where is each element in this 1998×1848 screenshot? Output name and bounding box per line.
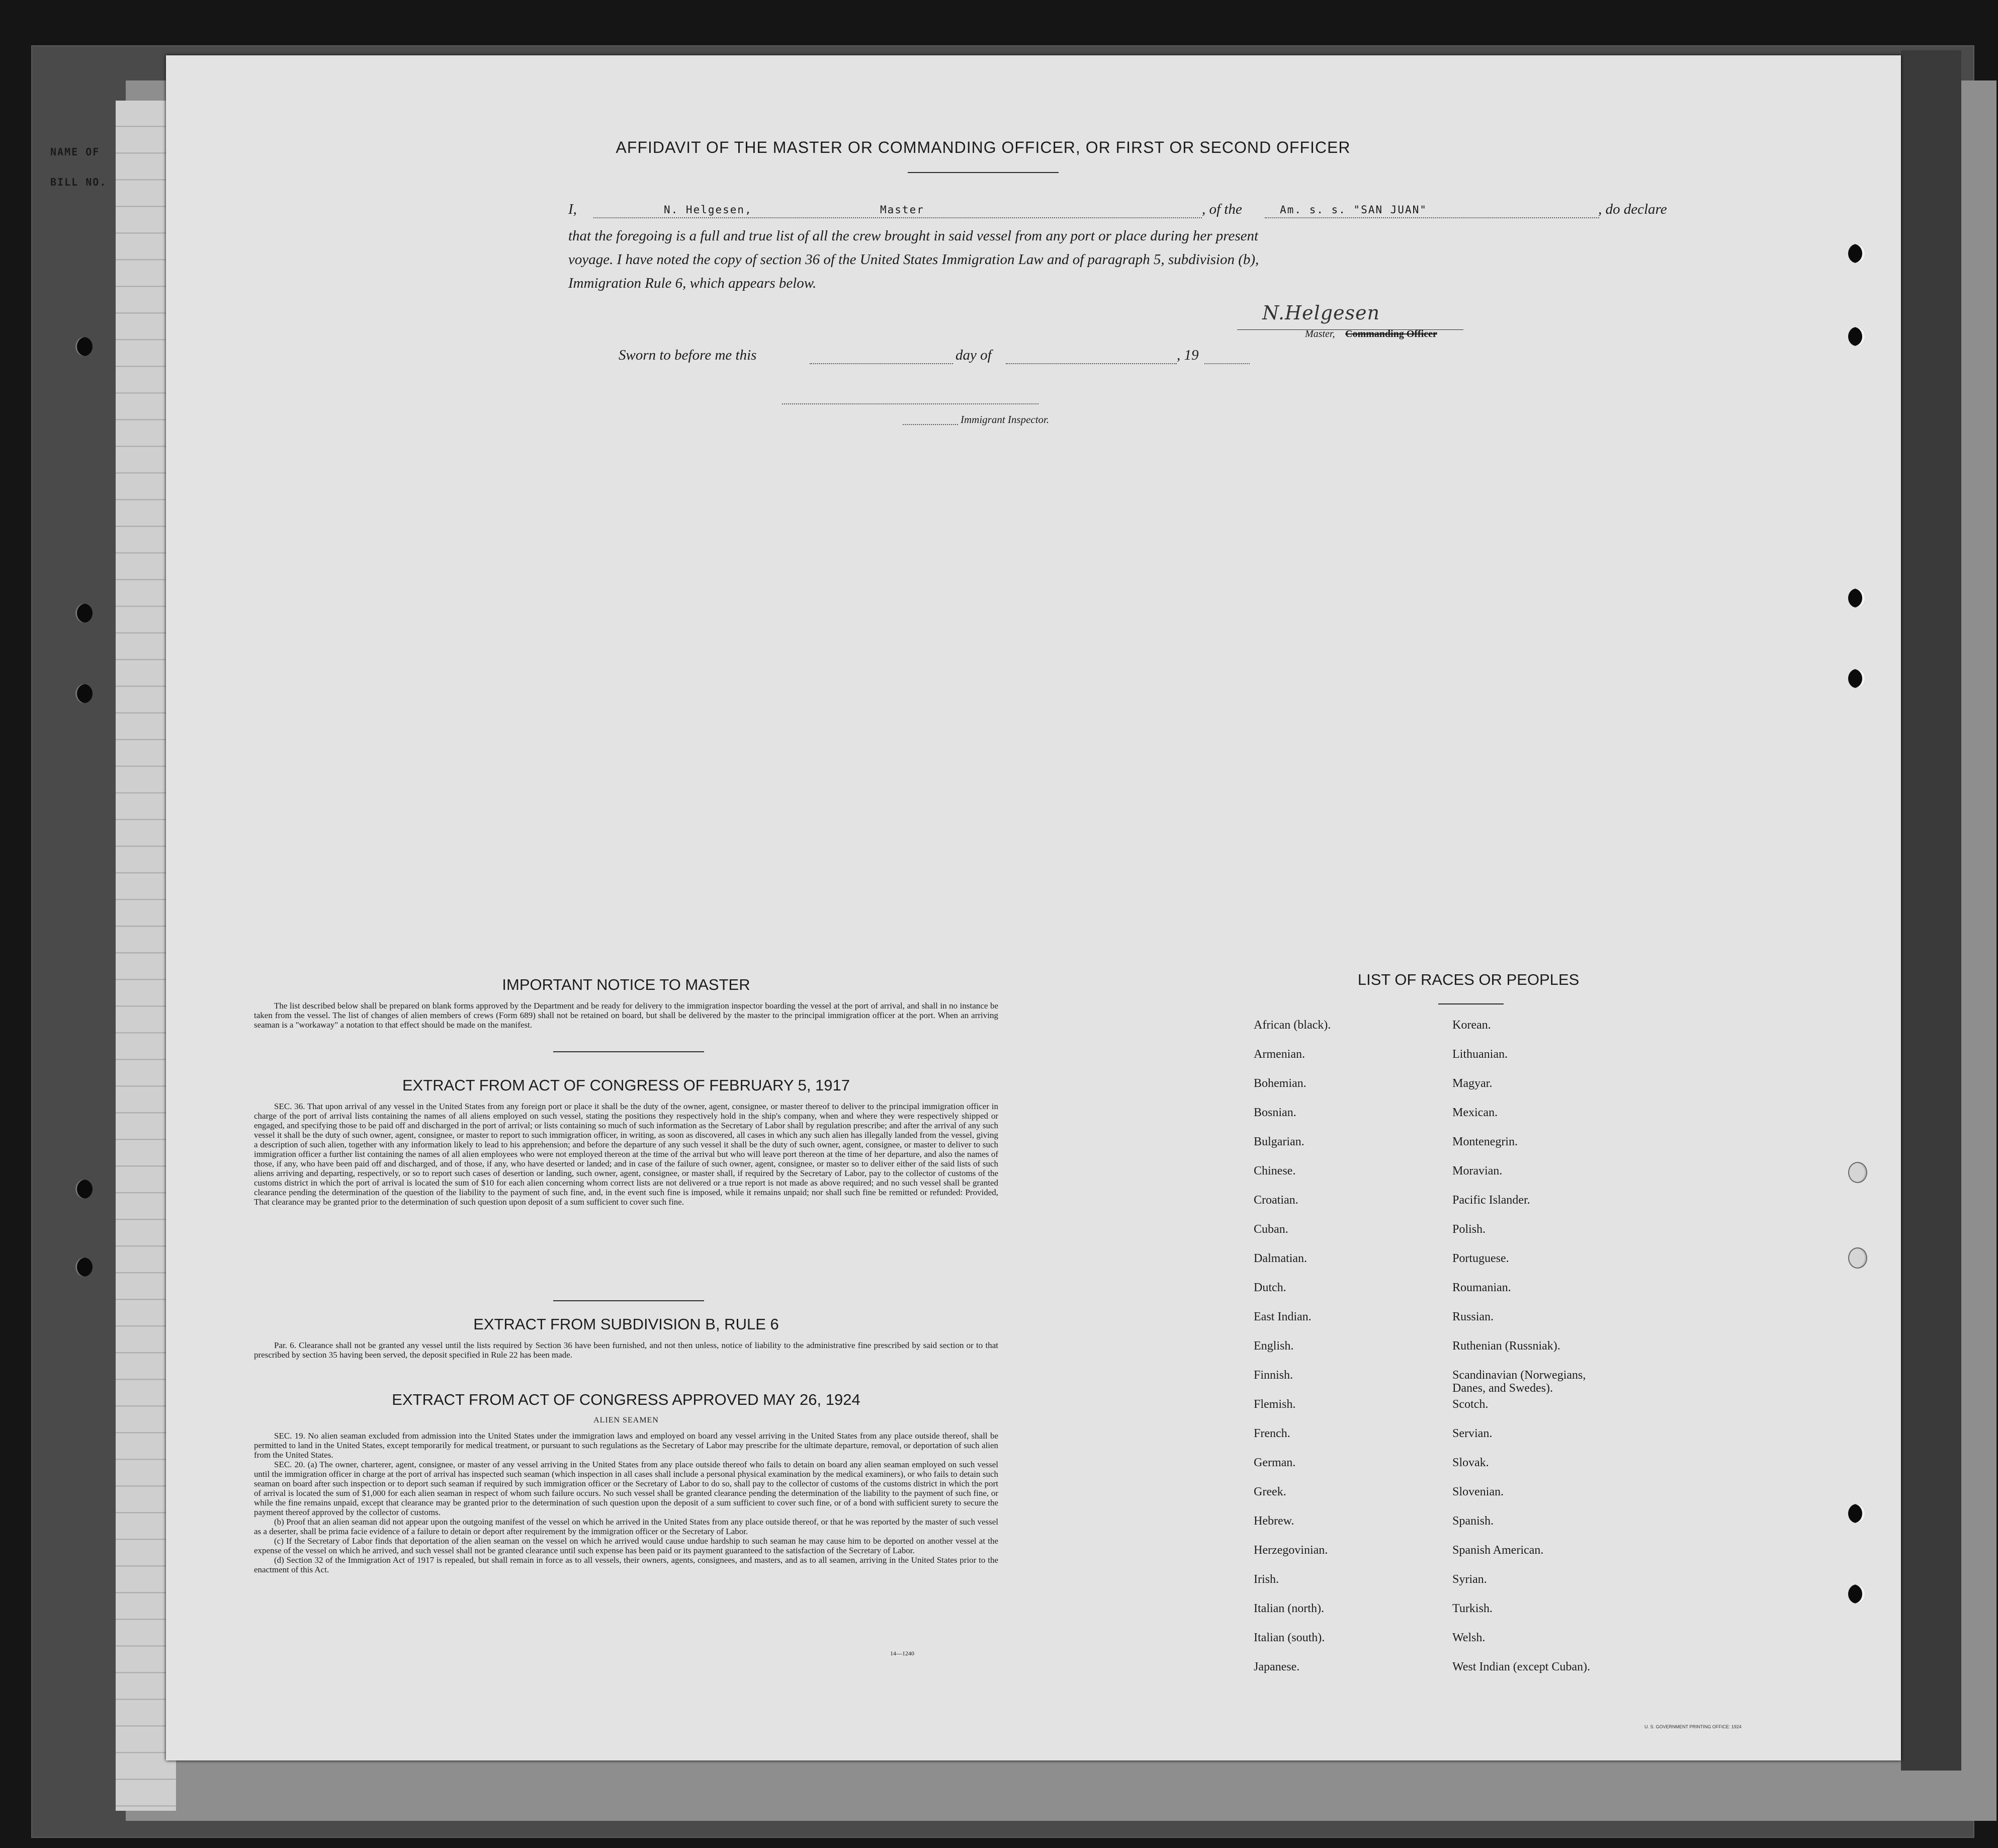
extract-1924-paragraph: SEC. 19. No alien seaman excluded from admission into the United States under the immigration laws and employed on board any vessel arriving in the United States from any place outside thereof, shall be permitted to land in the United States, except temporarily for medical treatment, or pursuant to such regulations as the Secretary of Labor may prescribe for the ultimate departure, removal, or deportation of such alien from the United States. [254, 1431, 998, 1460]
typed-rank: Master [880, 204, 924, 216]
race-item: Spanish American. [1452, 1544, 1544, 1557]
punch-hole [75, 1257, 93, 1277]
vessel-blank [1265, 217, 1599, 218]
race-item: African (black). [1254, 1019, 1331, 1032]
form-number: 14—1240 [890, 1650, 914, 1657]
race-item: Spanish. [1452, 1515, 1494, 1528]
punch-hole [1848, 1162, 1867, 1183]
affidavit-page [166, 55, 1901, 1760]
race-item: Greek. [1254, 1485, 1286, 1498]
typed-vessel: Am. s. s. "SAN JUAN" [1280, 204, 1427, 216]
affidavit-line-2: that the foregoing is a full and true list of all the crew brought in said vessel from any port or place during her present [568, 228, 1259, 244]
race-item: West Indian (except Cuban). [1452, 1660, 1590, 1673]
affidavit-title: AFFIDAVIT OF THE MASTER OR COMMANDING OFFICER, OR FIRST OR SECOND OFFICER [616, 138, 1351, 156]
punch-hole [1848, 244, 1865, 263]
affidavit-line-3: voyage. I have noted the copy of section 36 of the United States Immigration Law and of paragraph 5, subdivision (b), [568, 251, 1259, 268]
day-of-text: day of [955, 347, 992, 363]
race-item: East Indian. [1254, 1310, 1312, 1323]
race-item: French. [1254, 1427, 1290, 1440]
printer-note: U. S. GOVERNMENT PRINTING OFFICE: 1924 [1644, 1724, 1742, 1729]
signature-caption-master: Master, [1305, 328, 1335, 340]
race-item: Bosnian. [1254, 1106, 1296, 1119]
of-the-text: , of the [1202, 201, 1242, 217]
race-item: Irish. [1254, 1573, 1279, 1586]
race-item: Hebrew. [1254, 1515, 1294, 1528]
subdivision-b-title: EXTRACT FROM SUBDIVISION B, RULE 6 [473, 1315, 779, 1333]
do-declare-text: , do declare [1598, 201, 1667, 217]
right-binding-edge [1901, 50, 1961, 1771]
notice-paragraph: The list described below shall be prepared on blank forms approved by the Department and be ready for delivery to the immigration inspector boarding the vessel at the port of arrival, and shall in no instance be taken from the vessel. The list of changes of alien members of crews (Form 689) shall not be retained on board, but shall be delivered by the master to the principal immigration officer at the port. When an arriving seaman is a "workaway" a notation to that effect should be made on the manifest. [254, 1001, 998, 1030]
race-item: Welsh. [1452, 1631, 1486, 1644]
race-item: Armenian. [1254, 1048, 1305, 1061]
race-item: Servian. [1452, 1427, 1493, 1440]
extract-1924-paragraph: (c) If the Secretary of Labor finds that deportation of the alien seaman on the vessel on which he arrived would cause undue hardship to such seaman he may cause him to be deported on another vessel at the expense of the vessel on which he arrived, and such vessel shall not be granted clearance until such expense has been paid or its payment guaranteed to the satisfaction of the Secretary of Labor. [254, 1536, 998, 1555]
race-item: Magyar. [1452, 1077, 1493, 1090]
race-item: Roumanian. [1452, 1281, 1511, 1294]
race-item: Pacific Islander. [1452, 1194, 1530, 1207]
sworn-year-blank [1204, 363, 1250, 364]
punch-hole [75, 337, 93, 356]
punch-hole [1848, 669, 1865, 688]
master-signature: N.Helgesen [1262, 302, 1380, 324]
race-item: Moravian. [1452, 1164, 1503, 1178]
edge-stamp-name: NAME OF [50, 146, 100, 158]
race-item: German. [1254, 1456, 1296, 1469]
punch-hole [75, 684, 93, 703]
punch-hole [1848, 1504, 1865, 1523]
race-item: Herzegovinian. [1254, 1544, 1328, 1557]
sworn-prefix: Sworn to before me this [619, 347, 757, 363]
race-item: Lithuanian. [1452, 1048, 1508, 1061]
title-underline [908, 172, 1059, 173]
race-item: Russian. [1452, 1310, 1494, 1323]
race-item: Dalmatian. [1254, 1252, 1307, 1265]
notice-divider [553, 1051, 704, 1052]
extract-1917-title: EXTRACT FROM ACT OF CONGRESS OF FEBRUARY 5, 1917 [402, 1076, 850, 1094]
affidavit-line-4: Immigration Rule 6, which appears below. [568, 275, 817, 291]
race-item: Mexican. [1452, 1106, 1498, 1119]
races-title: LIST OF RACES OR PEOPLES [1357, 971, 1580, 988]
extract-1924-body [254, 1431, 998, 1574]
punch-hole [75, 1180, 93, 1199]
extract-1917-divider [553, 1300, 704, 1301]
extract-1924-paragraph: SEC. 20. (a) The owner, charterer, agent, consignee, or master of any vessel arriving in the United States from any place outside thereof who fails to detain on board any alien seaman employed on such vessel until the immigration officer in charge at the port of arrival has inspected such seaman (which inspection in all cases shall include a personal physical examination by the medical examiners), or who fails to detain such seaman on board after such inspection or to deport such seaman if required by such immigration officer or the Secretary of Labor to do so, shall pay to the collector of customs of the customs district in which the port of arrival is located the sum of $1,000 for each alien seaman in respect of whom such failure occurs. No such vessel shall be granted clearance pending the determination of the liability to the payment of such fine, or while the fine remains unpaid, except that clearance may be granted prior to the determination of such question upon the deposit of a sum sufficient to cover such fine, or of a bond with sufficient surety to secure the payment thereof approved by the collector of customs. [254, 1460, 998, 1517]
extract-1917-paragraph: SEC. 36. That upon arrival of any vessel in the United States from any foreign port or place it shall be the duty of the owner, agent, consignee, or master thereof to deliver to the principal immigration officer in charge of the port of arrival lists containing the names of all aliens employed on such vessel, stating the positions they respectively hold in the ship's company, when and where they were respectively shipped or engaged, and specifying those to be paid off and discharged in the port of arrival; or lists containing so much of such information as the Secretary of Labor shall by regulation prescribe; and after the arrival of any such vessel it shall be the duty of such owner, agent, consignee, or master to report to such immigration officer, in writing, as soon as discovered, all cases in which any such alien has illegally landed from the vessel, giving a description of such alien, together with any information likely to lead to his apprehension; and before the departure of any such vessel it shall be the duty of such owner, agent, consignee, or master to deliver to such immigration officer a further list containing the names of all alien employees who were not employed thereon at the time of the arrival but who will leave port thereon at the time of her departure, and also the names of those, if any, who have been paid off and discharged, and of those, if any, who have deserted or landed; and in case of the failure of such owner, agent, consignee, or master so to deliver either of the said lists of such aliens arriving and departing, respectively, or so to report such cases of desertion or landing, such owner, agent, consignee, or master shall, if required by the Secretary of Labor, pay to the collector of customs of the customs district in which the port of arrival is located the sum of $10 for each alien concerning whom correct lists are not delivered or a true report is not made as above required; and no such vessel shall be granted clearance pending the determination of the question of the liability to the payment of such fine, and, in the event such fine is imposed, while it remains unpaid; nor shall such fine be remitted or refunded: Provided, That clearance may be granted prior to the determination of such question upon deposit of a sum sufficient to cover such fine. [254, 1102, 998, 1207]
race-item: English. [1254, 1339, 1294, 1353]
inspector-caption: Immigrant Inspector. [961, 413, 1050, 426]
alien-seamen-subtitle: ALIEN SEAMEN [593, 1416, 659, 1424]
punch-hole [1848, 327, 1865, 346]
race-item: Chinese. [1254, 1164, 1296, 1178]
race-item: Ruthenian (Russniak). [1452, 1339, 1560, 1353]
extract-1924-title: EXTRACT FROM ACT OF CONGRESS APPROVED MAY 26, 1924 [392, 1391, 860, 1408]
notice-title: IMPORTANT NOTICE TO MASTER [502, 976, 750, 993]
extract-1924-paragraph: (d) Section 32 of the Immigration Act of 1917 is repealed, but shall remain in force as to all vessels, their owners, agents, consignees, and masters, and as to all seamen, arriving in the United States prior to the enactment of this Act. [254, 1555, 998, 1574]
race-item: Turkish. [1452, 1602, 1493, 1615]
race-item: Montenegrin. [1452, 1135, 1518, 1148]
race-item: Bohemian. [1254, 1077, 1307, 1090]
subdivision-b-paragraph: Par. 6. Clearance shall not be granted any vessel until the lists required by Section 36 have been furnished, and not then unless, notice of liability to the administrative fine prescribed by said section or to that prescribed by section 35 having been served, the deposit specified in Rule 22 has been made. [254, 1340, 998, 1360]
race-item: Slovenian. [1452, 1485, 1504, 1498]
punch-hole [1848, 1247, 1867, 1269]
race-item: Croatian. [1254, 1194, 1298, 1207]
races-divider [1438, 1003, 1504, 1004]
name-blank [593, 217, 1202, 218]
subdivision-b-body [254, 1340, 998, 1360]
sworn-day-blank [810, 363, 953, 364]
notice-body [254, 1001, 998, 1030]
race-item: Scotch. [1452, 1398, 1489, 1411]
race-item: Bulgarian. [1254, 1135, 1305, 1148]
sworn-month-blank [1006, 363, 1177, 364]
punch-hole [75, 604, 93, 623]
inspector-prefix-blank [903, 424, 958, 425]
year-prefix: , 19 [1177, 347, 1199, 363]
race-item: Korean. [1452, 1019, 1491, 1032]
race-item: Finnish. [1254, 1369, 1293, 1382]
race-item: Portuguese. [1452, 1252, 1509, 1265]
signature-caption-struck: Commanding Officer [1345, 328, 1437, 340]
race-item: Italian (north). [1254, 1602, 1324, 1615]
punch-hole [1848, 589, 1865, 608]
extract-1917-body [254, 1102, 998, 1207]
race-item: Syrian. [1452, 1573, 1487, 1586]
punch-hole [1848, 1584, 1865, 1604]
race-item: Cuban. [1254, 1223, 1288, 1236]
extract-1924-paragraph: (b) Proof that an alien seaman did not appear upon the outgoing manifest of the vessel on which he arrived in the United States from any place outside thereof, or that he was reported by the master of such vessel as a deserter, shall be prima facie evidence of a failure to detain or deport after requirement by the immigration officer or the Secretary of Labor. [254, 1517, 998, 1536]
race-item: Japanese. [1254, 1660, 1300, 1673]
edge-stamp-bill: BILL NO. [50, 176, 107, 188]
inspector-signature-blank [782, 403, 1038, 404]
race-item: Dutch. [1254, 1281, 1286, 1294]
race-item: Polish. [1452, 1223, 1486, 1236]
race-item: Slovak. [1452, 1456, 1489, 1469]
affidavit-i: I, [568, 201, 577, 217]
race-item: Flemish. [1254, 1398, 1296, 1411]
race-item: Scandinavian (Norwegians, Danes, and Swedes). [1452, 1369, 1586, 1395]
typed-name: N. Helgesen, [664, 204, 752, 216]
race-item: Italian (south). [1254, 1631, 1325, 1644]
